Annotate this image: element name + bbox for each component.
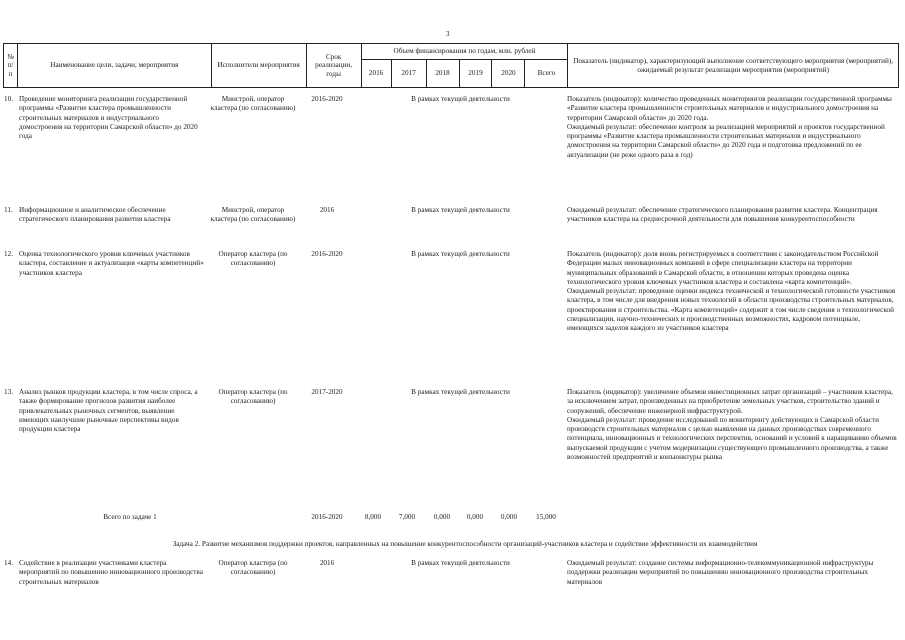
row-term: 2016 — [319, 206, 335, 214]
task2-heading: Задача 2. Развитие механизмов поддержки проектов, направленных на повышение конкурентоспособности организаций-участников кластера и содействие эффективности их взаимодействия — [172, 540, 758, 548]
header-total: Всего — [525, 60, 568, 88]
row-fin: В рамках текущей деятельности — [411, 559, 510, 567]
row-term: 2016-2020 — [311, 250, 343, 258]
row-exec: Минстрой, оператор кластера (по согласованию) — [210, 95, 296, 113]
total-term: 2016-2020 — [311, 513, 343, 521]
row-num: 12. — [4, 250, 13, 258]
total-value: 7,000 — [398, 513, 416, 521]
row-fin: В рамках текущей деятельности — [411, 388, 510, 396]
total-value: 15,000 — [536, 513, 556, 521]
total-value: 8,000 — [364, 513, 382, 521]
row-num: 10. — [4, 95, 13, 103]
page-number: 3 — [446, 30, 450, 38]
row-num: 14. — [4, 559, 13, 567]
row-name: Проведение мониторинга реализации государственной программы «Развитие кластера промышленности строительных материалов и индустриального домостроения на территории Самарской области» до 2020 года — [19, 95, 198, 141]
row-indicator: Показатель (индикатор): доля вновь регистрируемых в соответствии с законодательством Российской Федерации малых инновационных компаний в сфере специализации кластера на территории муниципальных образований в Самарской области, в отношении которых проведена оценка технологического уровня ключевых участников кластера и составлена «карта компетенций». Ожидаемый результат: проведение оценки индекса технической и технологической готовности участников кластера, в том числе для внедрения новых технологий в области производства строительных материалов, проектирования и строительства. «Карта компетенций» содержит в том числе сведения о технологической специализации, научно-технических и производственных возможностях, кадровом потенциале, имеющихся заделов каждого из участников кластера — [567, 250, 896, 333]
row-fin: В рамках текущей деятельности — [411, 95, 510, 103]
row-exec: Минстрой, оператор кластера (по согласованию) — [210, 206, 296, 224]
header-year: 2019 — [459, 60, 492, 88]
row-name: Информационное и аналитическое обеспечение стратегического планирования развития кластера — [19, 206, 171, 224]
header-name: Наименование цели, задачи, мероприятия — [17, 44, 211, 88]
row-indicator: Ожидаемый результат: создание системы информационно-телекоммуникационной инфраструктуры поддержки реализации мероприятий по повышению инновационного производства строительных материалов — [567, 559, 874, 586]
total-label: Всего по задаче 1 — [103, 513, 157, 521]
row-indicator: Ожидаемый результат: обеспечение стратегического планирования развития кластера. Концентрация участников кластера на среднесрочной деятельности для повышения конкурентоспособности — [567, 206, 878, 224]
header-num: № п/п — [4, 44, 18, 88]
row-exec: Оператор кластера (по согласованию) — [218, 559, 288, 577]
row-name: Анализ рынков продукции кластера, в том числе спроса, а также формирование прогнозов развития наиболее привлекательных рыночных сегментов, выявление имеющих наилучшие рыночные перспективы видов продукции кластера — [19, 388, 198, 434]
header-fin: Объем финансирования по годам, млн. рублей — [361, 44, 568, 60]
row-fin: В рамках текущей деятельности — [411, 206, 510, 214]
row-num: 13. — [4, 388, 13, 396]
row-name: Оценка технологического уровня ключевых участников кластера, составление и актуализация «карты компетенций» участников кластера — [19, 250, 204, 277]
row-num: 11. — [4, 206, 13, 214]
total-value: 0,000 — [433, 513, 451, 521]
row-term: 2016 — [319, 559, 335, 567]
row-term: 2017-2020 — [311, 388, 343, 396]
header-year: 2020 — [492, 60, 525, 88]
row-indicator: Показатель (индикатор): количество проведенных мониторингов реализации государственной программы «Развитие кластера промышленности строительных материалов и индустриального домостроения на территории Самарской области» до 2020 года. Ожидаемый результат: обеспечение контроля за реализацией мероприятий и проектов государственной программы «Развитие кластера промышленности строительных материалов и индустриального домостроения на территории Самарской области» до 2020 года и подготовка предложений по ее актуализации (не реже одного раза в год) — [567, 95, 892, 159]
row-indicator: Показатель (индикатор): увеличение объемов инвестиционных затрат организаций – участников кластера, за исключением затрат, произведенных на приобретение земельных участков, строительство зданий и сооружений, обеспечение инженерной инфраструктурой. Ожидаемый результат: проведение исследований по мониторингу действующих в Самарской области производств строительных материалов с целью выявления на данных производствах современного потенциала, инновационных и технологических перспектив, оснований и условий к наращиванию объемов выпускаемой продукции с учетом модернизации существующего промышленного производства, а также возможностей предприятий и конъюнктуры рынка — [567, 388, 897, 462]
row-name: Содействие в реализации участниками кластера мероприятий по повышению инновационного производства строительных материалов — [19, 559, 203, 586]
header-exec: Исполнители мероприятия — [211, 44, 306, 88]
header-term: Срок реализации, годы — [306, 44, 361, 88]
row-term: 2016-2020 — [311, 95, 343, 103]
header-year: 2016 — [361, 60, 391, 88]
table-header — [3, 43, 899, 88]
row-exec: Оператор кластера (по согласованию) — [218, 250, 288, 268]
header-year: 2017 — [391, 60, 426, 88]
row-exec: Оператор кластера (по согласованию) — [218, 388, 288, 406]
total-value: 0,000 — [466, 513, 484, 521]
header-indicator: Показатель (индикатор), характеризующий выполнение соответствующего мероприятия (мероприятий), ожидаемый результат реализации мероприятия (мероприятий) — [568, 44, 899, 88]
total-value: 0,000 — [500, 513, 518, 521]
row-fin: В рамках текущей деятельности — [411, 250, 510, 258]
header-year: 2018 — [426, 60, 459, 88]
